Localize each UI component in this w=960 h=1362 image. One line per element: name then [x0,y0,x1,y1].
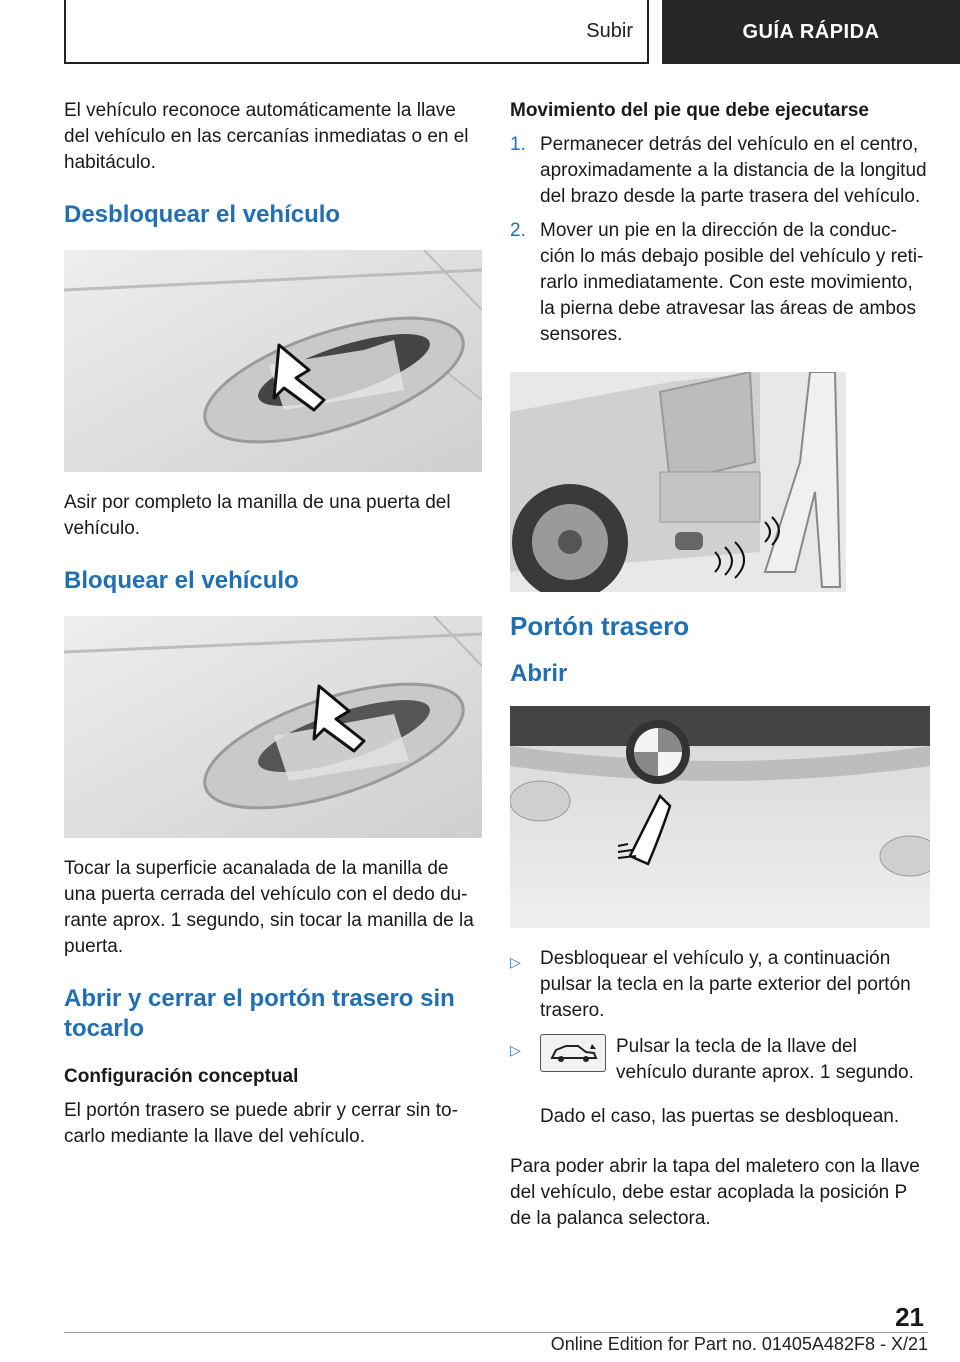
left-column [64,98,482,1174]
open-heading: Abrir [510,660,568,687]
concept-subheading: Configuración conceptual [64,1066,299,1087]
footer-divider [64,1332,928,1333]
handsfree-text: El portón trasero se puede abrir y cerrar sin to-carlo mediante la llave del vehículo. [64,1100,458,1147]
list-item [510,218,930,348]
right-column [510,98,930,1256]
section-tab-label: GUÍA RÁPIDA [742,20,880,43]
step-text: Mover un pie en la dirección de la conduc-ción lo más debajo posible del vehículo y reti-rarlo inmediatamente. Con este movimiento, la pierna debe atravesar las áreas de ambos sensores. [540,220,924,345]
door-handle-lock-figure [64,616,482,838]
bullet-text: Pulsar la tecla de la llave del vehículo durante aprox. 1 segundo. [616,1036,914,1083]
header-bar [64,0,649,64]
lock-heading: Bloquear el vehículo [64,567,299,594]
tailgate-button-figure [510,706,930,928]
car-key-tailgate-icon [540,1034,606,1072]
list-item [510,946,930,1024]
section-tab[interactable] [662,0,960,64]
triangle-bullet-icon: ▷ [510,954,521,970]
step-number: 2. [510,220,526,241]
list-item [510,1034,930,1086]
intro-paragraph: El vehículo reconoce automáticamente la llave del vehículo en las cercanías inmediatas o en el habitáculo. [64,100,469,173]
unlock-text: Asir por completo la manilla de una puerta del vehículo. [64,492,451,539]
bullet-note: Dado el caso, las puertas se desbloquean. [540,1106,900,1127]
step-number: 1. [510,134,526,155]
step-text: Permanecer detrás del vehículo en el centro, aproximadamente a la distancia de la longitud del brazo desde la parte trasera del vehículo. [540,134,927,207]
open-instructions [510,946,930,1086]
list-item [510,132,930,210]
unlock-heading: Desbloquear el vehículo [64,201,341,228]
handsfree-heading: Abrir y cerrar el portón trasero sin tocarlo [64,985,455,1042]
closing-paragraph: Para poder abrir la tapa del maletero con la llave del vehículo, debe estar acoplada la posición P de la palanca selectora. [510,1156,920,1229]
lock-text: Tocar la superficie acanalada de la manilla de una puerta cerrada del vehículo con el dedo du-rante aprox. 1 segundo, sin tocar la manilla de la puerta. [64,858,474,957]
triangle-bullet-icon: ▷ [510,1042,521,1058]
page-number: 21 [895,1302,924,1332]
foot-movement-figure [510,372,846,592]
movement-heading: Movimiento del pie que debe ejecutarse [510,100,869,121]
nav-up-link[interactable]: Subir [586,19,633,42]
movement-steps [510,132,930,348]
tailgate-heading: Portón trasero [510,611,690,641]
bullet-text: Desbloquear el vehículo y, a continuación pulsar la tecla en la parte exterior del portón trasero. [540,948,911,1021]
footer-edition: Online Edition for Part no. 01405A482F8 - X/21 [550,1334,928,1354]
door-handle-unlock-figure [64,250,482,472]
